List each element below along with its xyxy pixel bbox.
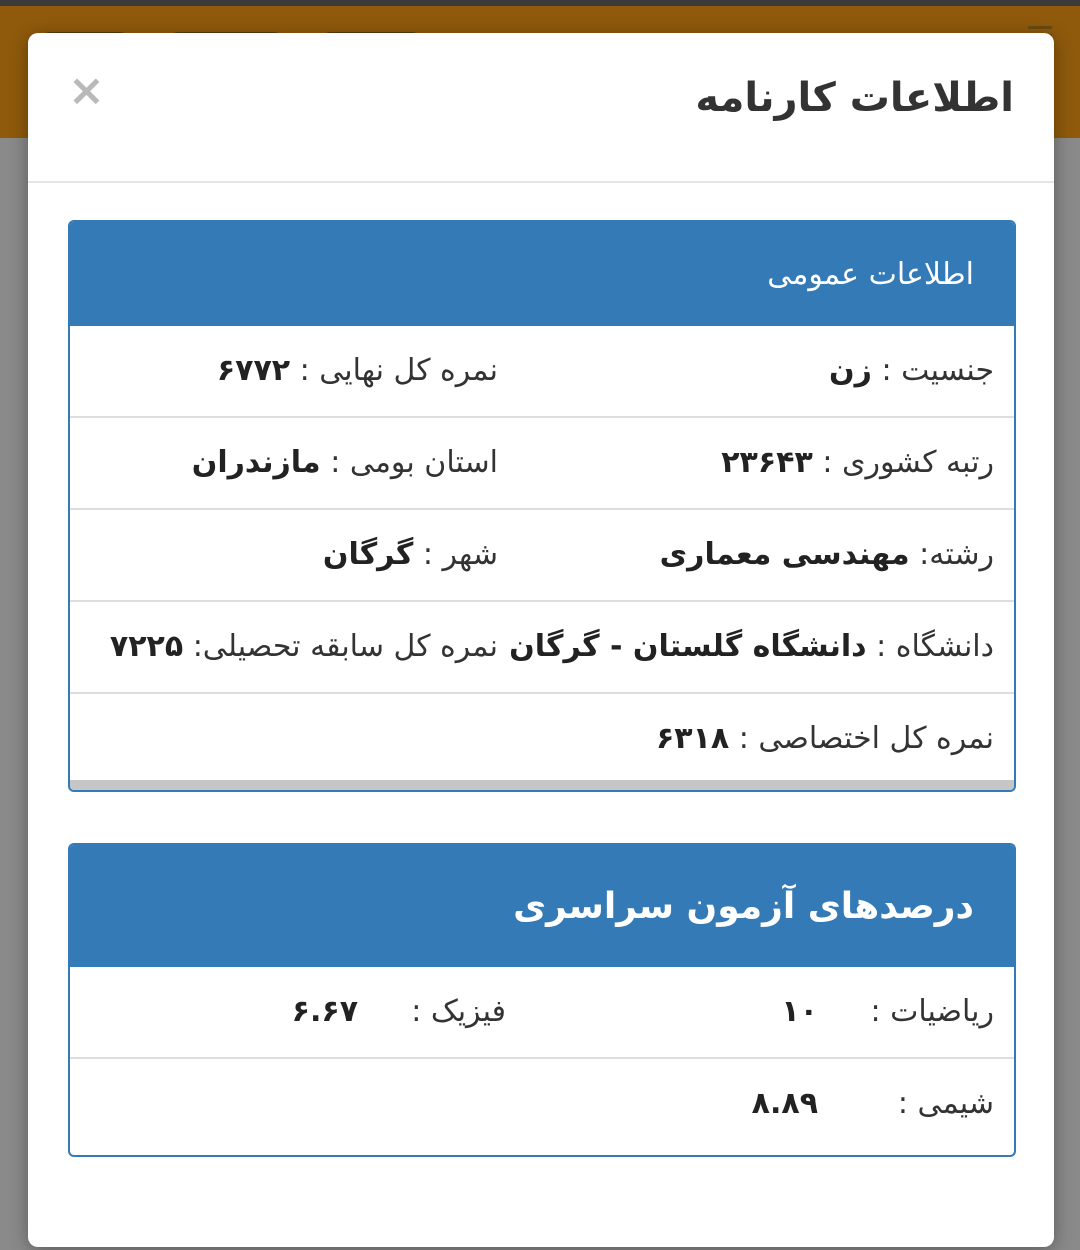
math-label: ریاضیات : [870, 994, 994, 1029]
exam-percentages-heading: درصدهای آزمون سراسری [70, 845, 1014, 967]
university-field [509, 602, 994, 692]
national-rank-value: ۲۳۶۴۳ [721, 445, 813, 480]
city-field [323, 510, 498, 600]
exam-percentages-panel [68, 843, 1016, 1157]
university-label: دانشگاه : [876, 629, 994, 664]
report-card-modal [28, 33, 1054, 1247]
native-province-label: استان بومی : [330, 445, 498, 480]
specialized-score-value: ۶۳۱۸ [655, 721, 730, 756]
academic-score-field [110, 602, 498, 692]
specialized-score-field [656, 694, 994, 784]
final-score-field [217, 326, 498, 416]
gender-value: زن [829, 353, 872, 388]
gender-field [829, 326, 994, 416]
chemistry-value: ۸.۸۹ [751, 1086, 818, 1121]
city-label: شهر : [422, 537, 498, 572]
native-province-value: مازندران [191, 445, 321, 480]
physics-value: ۶.۶۷ [291, 994, 358, 1029]
major-field [660, 510, 994, 600]
horizontal-scrollbar[interactable] [70, 780, 1014, 790]
chemistry-label: شیمی : [897, 1086, 994, 1121]
close-icon[interactable]: × [68, 65, 105, 116]
score-row [70, 1059, 1014, 1151]
national-rank-label: رتبه کشوری : [822, 445, 994, 480]
academic-score-label: نمره کل سابقه تحصیلی: [192, 629, 498, 664]
modal-header [28, 33, 1054, 183]
specialized-score-label: نمره کل اختصاصی : [738, 721, 994, 756]
academic-score-value: ۷۲۲۵ [109, 629, 184, 664]
university-value: دانشگاه گلستان - گرگان [509, 629, 867, 664]
score-row [70, 967, 1014, 1059]
info-row [70, 418, 1014, 510]
general-info-panel [68, 220, 1016, 792]
gender-label: جنسیت : [881, 353, 994, 388]
final-score-value: ۶۷۷۲ [216, 353, 291, 388]
final-score-label: نمره کل نهایی : [299, 353, 498, 388]
info-row [70, 694, 1014, 786]
city-value: گرگان [322, 537, 414, 572]
info-row [70, 510, 1014, 602]
math-value: ۱۰ [781, 994, 818, 1029]
national-rank-field [721, 418, 994, 508]
modal-title: اطلاعات کارنامه [695, 75, 1014, 121]
major-value: مهندسی معماری [659, 537, 910, 572]
info-row [70, 326, 1014, 418]
major-label: رشته: [919, 537, 994, 572]
general-info-heading: اطلاعات عمومی [70, 222, 1014, 326]
info-row [70, 602, 1014, 694]
native-province-field [192, 418, 498, 508]
physics-label: فیزیک : [411, 994, 506, 1029]
